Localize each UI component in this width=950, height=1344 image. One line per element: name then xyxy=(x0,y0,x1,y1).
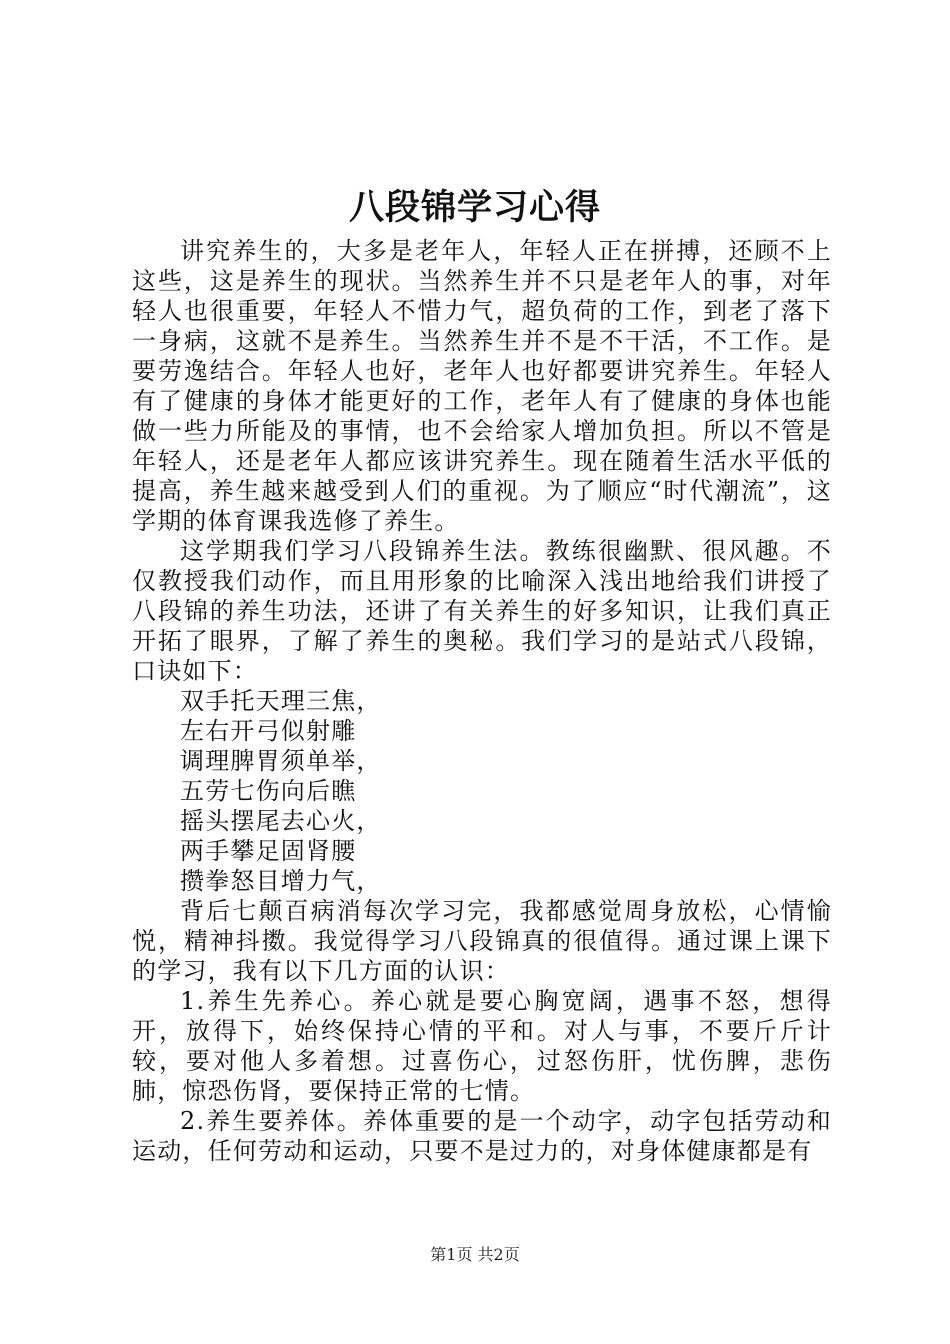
paragraph: 背后七颠百病消每次学习完，我都感觉周身放松，心情愉悦，精神抖擞。我觉得学习八段锦真的很值得。通过课上课下的学习，我有以下几方面的认识： xyxy=(132,897,832,985)
paragraph-point-1: 1.养生先养心。养心就是要心胸宽阔，遇事不怒，想得开，放得下，始终保持心情的平和。对人与事，不要斤斤计较，要对他人多着想。过喜伤心，过怒伤肝，忧伤脾，悲伤肺，惊恐伤肾，要保持正常的七情。 xyxy=(132,987,832,1105)
verse-line: 左右开弓似射雕 xyxy=(180,717,357,745)
verse-line: 摇头摆尾去心火， xyxy=(180,807,382,835)
verse-line: 攒拳怒目增力气， xyxy=(180,867,382,895)
paragraph: 这学期我们学习八段锦养生法。教练很幽默、很风趣。不仅教授我们动作，而且用形象的比喻深入浅出地给我们讲授了八段锦的养生功法，还讲了有关养生的好多知识，让我们真正开拓了眼界，了解了养生的奥秘。我们学习的是站式八段锦，口诀如下： xyxy=(132,537,832,685)
paragraph: 讲究养生的，大多是老年人，年轻人正在拼搏，还顾不上这些，这是养生的现状。当然养生并不只是老年人的事，对年轻人也很重要，年轻人不惜力气，超负荷的工作，到老了落下一身病，这就不是养生。当然养生并不是不干活，不工作。是要劳逸结合。年轻人也好，老年人也好都要讲究养生。年轻人有了健康的身体才能更好的工作，老年人有了健康的身体也能做一些力所能及的事情，也不会给家人增加负担。所以不管是年轻人，还是老年人都应该讲究养生。现在随着生活水平低的提高，养生越来越受到人们的重视。为了顺应“时代潮流”，这学期的体育课我选修了养生。 xyxy=(132,237,832,535)
mnemonic-verse-list xyxy=(132,686,832,896)
verse-line: 两手攀足固肾腰 xyxy=(180,837,357,865)
verse-line: 五劳七伤向后瞧 xyxy=(180,777,357,805)
document-body xyxy=(132,236,832,1166)
verse-line: 调理脾胃须单举， xyxy=(180,747,382,775)
document-title: 八段锦学习心得 xyxy=(348,187,601,228)
paragraph-point-2: 2.养生要养体。养体重要的是一个动字，动字包括劳动和运动，任何劳动和运动，只要不是过力的，对身体健康都是有 xyxy=(132,1107,832,1165)
page-number-footer: 第1页 共2页 xyxy=(430,1245,520,1264)
verse-line: 双手托天理三焦， xyxy=(180,687,382,715)
